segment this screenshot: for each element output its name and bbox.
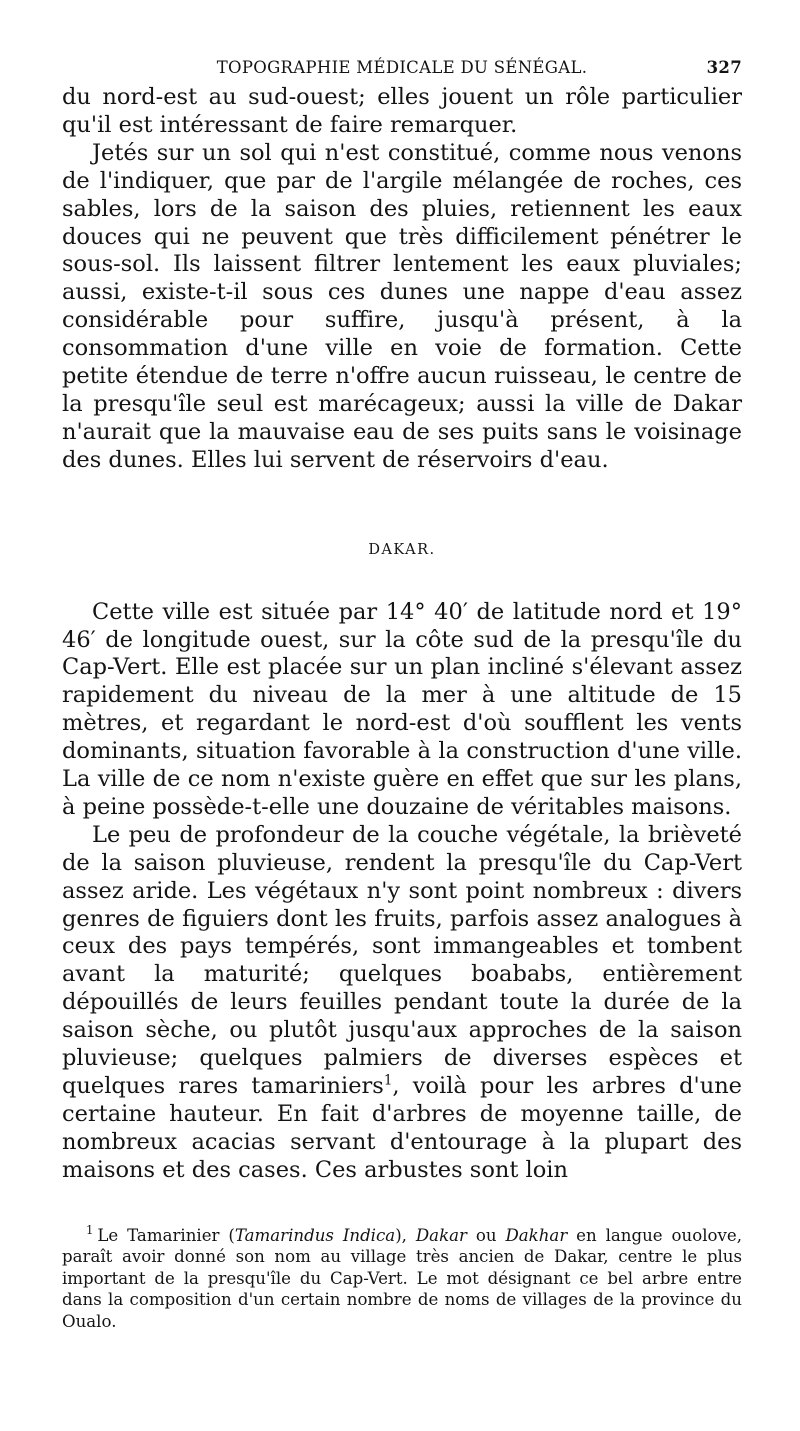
footnotes (62, 1225, 742, 1333)
footnote-mark: 1 (86, 1223, 94, 1238)
footnote-separator (62, 1185, 742, 1225)
page (62, 52, 742, 1333)
footnote-italic-dakhar: Dakhar (505, 1225, 568, 1245)
footnote-text-4: en langue ouolove, paraît avoir donné son nom au village très ancien de Dakar, centre le plus important de la presqu'île du Cap-Vert. Le mot désignant ce bel arbre entre dans la composition d'un certain nombre de noms de villages de la province du Oualo. (62, 1225, 742, 1331)
paragraph-continuation: du nord-est au sud-ouest; elles jouent un rôle particulier qu'il est intéressant de faire remarquer. (62, 84, 742, 138)
paragraph-vegetation (62, 822, 742, 1185)
section-title: DAKAR. (368, 541, 436, 558)
footnote-italic-tamarindus: Tamarindus Indica (234, 1225, 396, 1245)
paragraph-dunes: Jetés sur un sol qui n'est constitué, comme nous venons de l'indiquer, que par de l'argile mélangée de roches, ces sables, lors de la saison des pluies, retiennent les eaux douces qui ne peuvent que très difficilement pénétrer le sous-sol. Ils laissent filtrer lentement les eaux pluviales; aussi, existe-t-il sous ces dunes une nappe d'eau assez considérable pour suffire, jusqu'à présent, à la consommation d'une ville en voie de formation. Cette petite étendue de terre n'offre aucun ruisseau, le centre de la presqu'île seul est marécageux; aussi la ville de Dakar n'aurait que la mauvaise eau de ses puits sans le voisinage des dunes. Elles lui servent de réservoirs d'eau. (62, 139, 742, 473)
body-text (62, 84, 742, 1185)
vegetation-text-before-note: Le peu de profondeur de la couche végétale, la brièveté de la saison pluvieuse, rendent la presqu'île du Cap-Vert assez aride. Les végétaux n'y sont point nombreux : divers genres de figuiers dont les fruits, parfois assez analogues à ceux des pays tempérés, sont immangeables et tombent avant la maturité; quelques boababs, entièrement dépouillés de leurs feuilles pendant toute la durée de la saison sèche, ou plutôt jusqu'aux approches de la saison pluvieuse; quelques palmiers de diverses espèces et quelques rares tamariniers (62, 821, 742, 1099)
footnote-text-1: Le Tamarinier ( (97, 1225, 235, 1245)
paragraph-dakar-location: Cette ville est située par 14° 40′ de latitude nord et 19° 46′ de longitude ouest, sur la côte sud de la presqu'île du Cap-Vert. Elle est placée sur un plan incliné s'élevant assez rapidement du niveau de la mer à une altitude de 15 mètres, et regardant le nord-est d'où soufflent les vents dominants, situation favorable à la construction d'une ville. La ville de ce nom n'existe guère en effet que sur les plans, à peine possède-t-elle une douzaine de véritables maisons. (62, 598, 742, 820)
footnote-italic-dakar: Dakar (415, 1225, 467, 1245)
footnote-1 (62, 1225, 742, 1333)
page-number: 327 (706, 58, 742, 77)
footnote-text-3: ou (466, 1225, 506, 1245)
vegetation-text-after-note: , voilà pour les arbres d'une certaine hauteur. En fait d'arbres de moyenne taille, de nombreux acacias servant d'entourage à la plupart des maisons et des cases. Ces arbustes sont loin (62, 1073, 742, 1183)
running-head (62, 52, 742, 84)
footnote-text-2: ), (395, 1225, 416, 1245)
running-title: TOPOGRAPHIE MÉDICALE DU SÉNÉGAL. (216, 58, 588, 77)
footnote-reference: 1 (383, 1072, 393, 1089)
